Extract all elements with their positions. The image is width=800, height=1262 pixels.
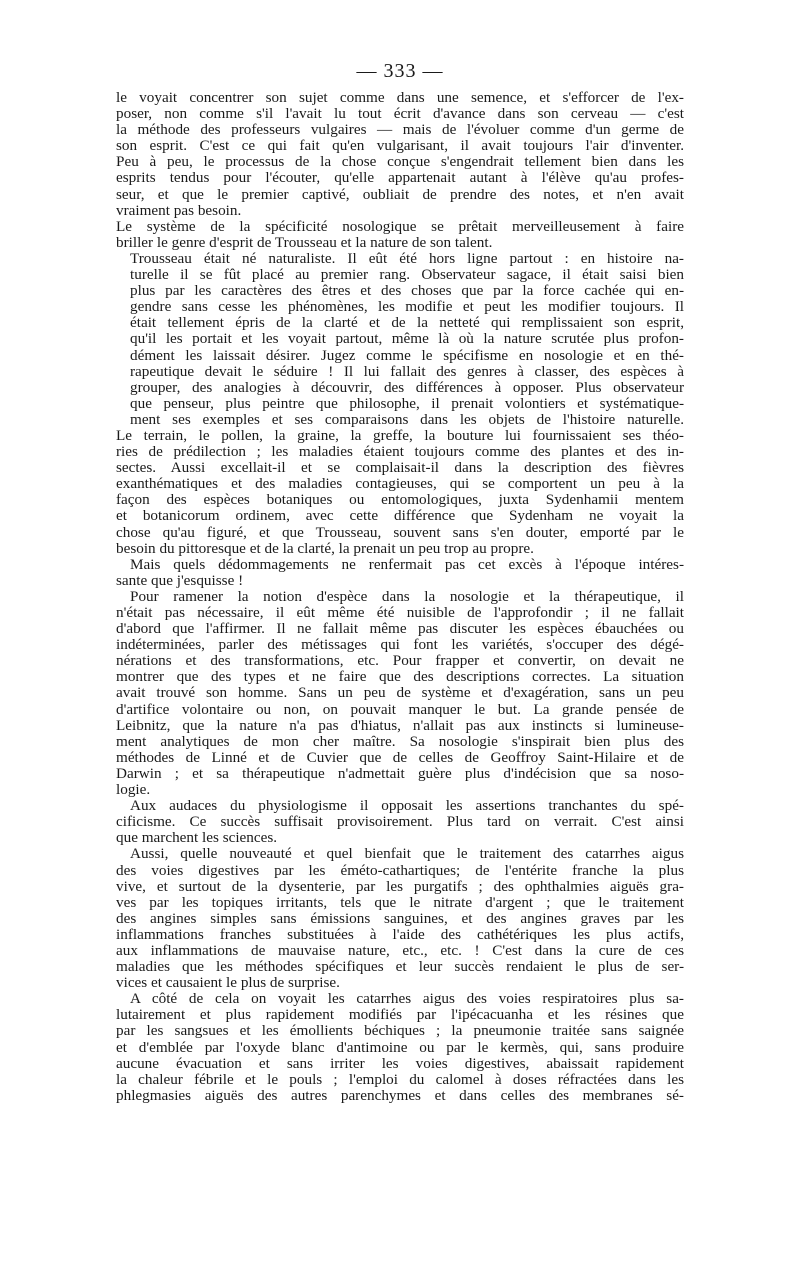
page-number: — 333 — bbox=[356, 60, 444, 82]
text-line: par les sangsues et les émollients béchiques ; la pneumonie traitée sans saignée bbox=[116, 1023, 684, 1040]
text-line: vraiment pas besoin. bbox=[116, 202, 242, 219]
text-line: sectes. Aussi excellait-il et se complaisait-il dans la description des fièvres bbox=[116, 460, 684, 477]
text-line: qu'il les portait et les voyait partout, même là où la nature scrutée plus profon- bbox=[130, 331, 684, 348]
text-line: était tellement épris de la clarté et de la netteté qui remplissaient son esprit, bbox=[130, 315, 684, 332]
text-line: logie. bbox=[116, 782, 151, 799]
text-line: la chaleur fébrile et le pouls ; l'emploi du calomel à doses réfractées dans les bbox=[116, 1071, 684, 1088]
text-line: Aux audaces du physiologisme il opposait les assertions tranchantes du spé- bbox=[130, 798, 684, 815]
text-line: la méthode des professeurs vulgaires — mais de l'évoluer comme d'un germe de bbox=[116, 122, 684, 139]
text-line: Le système de la spécificité nosologique se prêtait merveilleusement à faire bbox=[116, 218, 684, 235]
text-line: Darwin ; et sa thérapeutique n'admettait guère plus d'indécision que sa noso- bbox=[116, 765, 684, 782]
text-line: Mais quels dédommagements ne renfermait pas cet excès à l'époque intéres- bbox=[130, 556, 684, 573]
text-line: et botanicorum ordinem, avec cette différence que Sydenham ne voyait la bbox=[116, 508, 684, 525]
text-line: le voyait concentrer son sujet comme dans une semence, et s'efforcer de l'ex- bbox=[116, 90, 684, 106]
text-line: rapeutique devait le séduire ! Il lui fallait des genres à classer, des espèces à bbox=[130, 363, 684, 380]
text-line: lutairement et plus rapidement modifiés par l'ipécacuanha et les résines que bbox=[116, 1007, 684, 1024]
text-line: Pour ramener la notion d'espèce dans la nosologie et la thérapeutique, il bbox=[130, 588, 684, 605]
text-line: esprits tendus pour l'écouter, qu'elle appartenait autant à l'élève qu'au profes- bbox=[116, 170, 684, 187]
text-line: seur, et que le premier captivé, oubliait de prendre des notes, et n'en avait bbox=[116, 186, 684, 203]
text-line: Leibnitz, que la nature n'a pas d'hiatus, n'allait pas aux instincts si lumineuse- bbox=[116, 717, 684, 734]
text-line: maladies que les méthodes spécifiques et leur succès rendaient le plus de ser- bbox=[116, 959, 684, 976]
text-line: d'artifice volontaire ou non, on pouvait manquer le but. La grande pensée de bbox=[116, 701, 684, 718]
text-line: son esprit. C'est ce qui fait qu'en vulgarisant, il avait toujours l'air d'inventer. bbox=[116, 138, 684, 155]
text-line: Trousseau était né naturaliste. Il eût été hors ligne partout : en histoire na- bbox=[130, 250, 684, 267]
text-line: méthodes de Linné et de Cuvier que de celles de Geoffroy Saint-Hilaire et de bbox=[116, 749, 684, 766]
text-line: inflammations franches substituées à l'aide des cathétériques les plus actifs, bbox=[116, 926, 684, 943]
text-line: besoin du pittoresque et de la clarté, la prenait un peu trop au propre. bbox=[116, 540, 534, 557]
text-line: poser, non comme s'il l'avait lu tout écrit d'avance dans son cerveau — c'est bbox=[116, 106, 684, 123]
text-line: vive, et surtout de la dysenterie, par les purgatifs ; des ophthalmies aiguës gra- bbox=[116, 878, 684, 895]
text-line: que penseur, plus peintre que philosophe, il prenait volontiers et systématique- bbox=[130, 395, 684, 412]
text-line: Le terrain, le pollen, la graine, la greffe, la bouture lui fournissaient ses théo- bbox=[116, 427, 684, 444]
text-line: ment analytiques de mon cher maître. Sa nosologie s'inspirait bien plus des bbox=[116, 733, 684, 750]
text-line: plus par les caractères des êtres et des choses que par la force cachée qui en- bbox=[130, 283, 684, 300]
text-line: gendre sans cesse les phénomènes, les modifie et peut les modifier toujours. Il bbox=[130, 299, 684, 316]
text-line: sante que j'esquisse ! bbox=[116, 572, 244, 589]
text-line: exanthématiques et des maladies contagieuses, qui se comportent un peu à la bbox=[116, 476, 684, 493]
text-line: aux inflammations de mauvaise nature, etc., etc. ! C'est dans la cure de ces bbox=[116, 942, 684, 959]
text-line: n'était pas nécessaire, il eût même été nuisible de l'approfondir ; il ne fallait bbox=[116, 605, 684, 621]
text-line: dément les laissait désirer. Jugez comme le spécifisme en nosologie et en thé- bbox=[130, 347, 684, 364]
text-line: des voies digestives par les éméto-cathartiques; de l'entérite franche la plus bbox=[116, 862, 684, 879]
text-line: que marchent les sciences. bbox=[116, 830, 278, 847]
text-line: ries de prédilection ; les maladies étaient toujours comme des plantes et des in- bbox=[116, 444, 684, 461]
text-line: nérations et des transformations, etc. Pour frapper et convertir, on devait ne bbox=[116, 653, 684, 670]
text-line: des angines simples sans émissions sanguines, et des angines graves par les bbox=[116, 910, 684, 927]
body-text bbox=[116, 90, 684, 1104]
text-line: Aussi, quelle nouveauté et quel bienfait que le traitement des catarrhes aigus bbox=[130, 846, 684, 863]
text-line: chose qu'au figuré, et que Trousseau, souvent sans s'en douter, emporté par le bbox=[116, 524, 684, 541]
text-line: indéterminées, parler des métissages qui font les variétés, s'occuper des dégé- bbox=[116, 637, 684, 654]
text-line: A côté de cela on voyait les catarrhes aigus des voies respiratoires plus sa- bbox=[130, 991, 684, 1008]
text-line: ment ses exemples et ses comparaisons dans les objets de l'histoire naturelle. bbox=[130, 411, 684, 428]
text-line: montrer que des types et ne faire que des descriptions correctes. La situation bbox=[116, 669, 684, 686]
text-line: grouper, des analogies à découvrir, des différences à opposer. Plus observateur bbox=[130, 379, 684, 396]
text-line: d'abord que l'affirmer. Il ne fallait même pas discuter les espèces ébauchées ou bbox=[116, 621, 684, 638]
text-line: ves par les topiques irritants, tels que le nitrate d'argent ; que le traitement bbox=[116, 894, 684, 911]
text-line: briller le genre d'esprit de Trousseau et la nature de son talent. bbox=[116, 234, 493, 251]
text-line: aucune évacuation et sans irriter les voies digestives, abaissait rapidement bbox=[116, 1055, 684, 1072]
text-line: vices et causaient le plus de surprise. bbox=[116, 975, 340, 992]
text-line: façon des espèces botaniques ou entomologiques, juxta Sydenhamii mentem bbox=[116, 492, 684, 509]
text-line: Peu à peu, le processus de la chose conçue s'engendrait tellement bien dans les bbox=[116, 154, 684, 171]
text-line: et d'emblée par l'oxyde blanc d'antimoine ou par le kermès, qui, sans produire bbox=[116, 1039, 684, 1056]
text-line: turelle il se fût placé au premier rang. Observateur sagace, il était saisi bien bbox=[130, 267, 684, 284]
text-line: avait trouvé son homme. Sans un peu de système et d'exagération, sans un peu bbox=[116, 685, 684, 702]
text-line: cificisme. Ce succès suffisait provisoirement. Plus tard on verrait. C'est ainsi bbox=[116, 814, 684, 831]
text-line: phlegmasies aiguës des autres parenchymes et dans celles des membranes sé- bbox=[116, 1087, 684, 1104]
